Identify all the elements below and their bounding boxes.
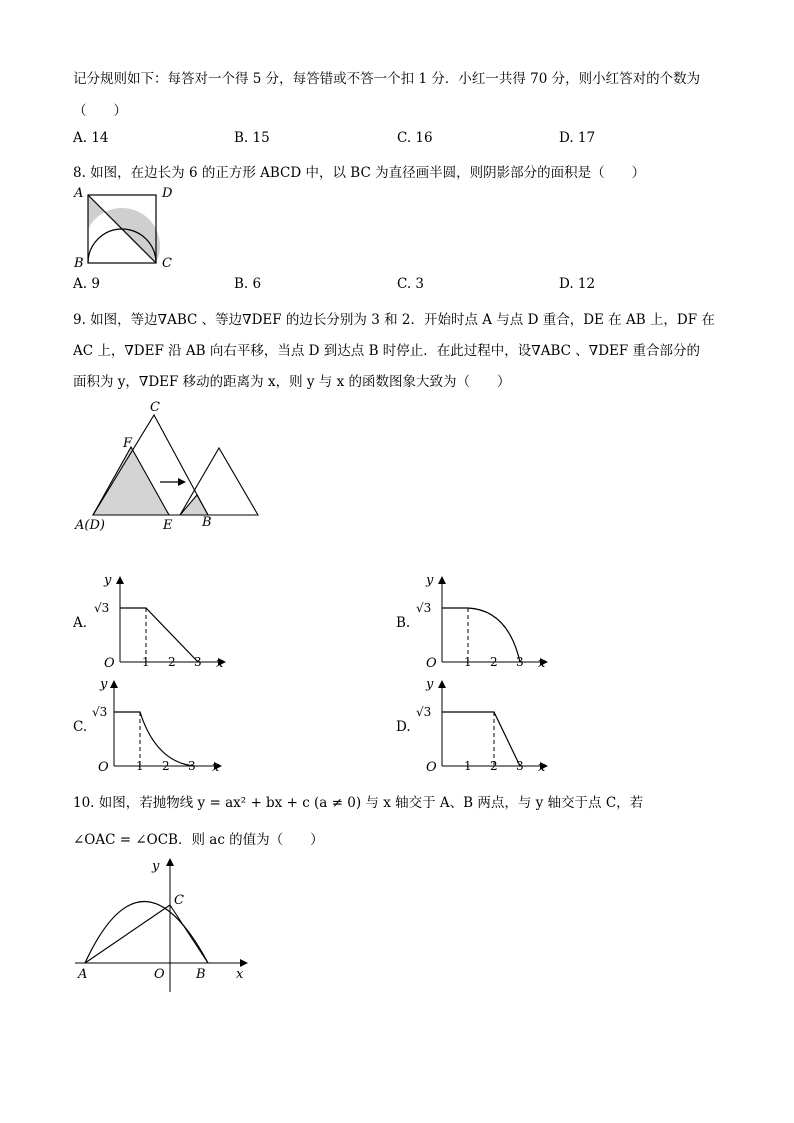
svg-text:x: x bbox=[538, 760, 546, 775]
svg-text:y: y bbox=[100, 677, 108, 692]
q9-arrow-head bbox=[178, 478, 186, 486]
svg-text:1: 1 bbox=[464, 655, 472, 669]
svg-text:3: 3 bbox=[194, 655, 202, 669]
q9-graph-d-curve bbox=[442, 712, 520, 766]
q9-graph-a-letter: A. bbox=[73, 615, 88, 631]
svg-text:2: 2 bbox=[490, 759, 498, 773]
svg-text:y: y bbox=[426, 573, 434, 588]
q10-label-y: y bbox=[152, 859, 160, 874]
svg-text:√3: √3 bbox=[416, 601, 432, 615]
q10-label-a: A bbox=[78, 967, 88, 982]
q8-label-c: C bbox=[162, 256, 172, 271]
q10-parabola bbox=[85, 902, 208, 964]
q9-graph-c-letter: C. bbox=[73, 719, 88, 735]
svg-text:1: 1 bbox=[136, 759, 144, 773]
q9-graph-d-letter: D. bbox=[396, 719, 411, 735]
svg-text:2: 2 bbox=[168, 655, 176, 669]
q9-triangle-def-shaded bbox=[93, 447, 169, 515]
q7-paren: （ ） bbox=[73, 103, 127, 119]
q9-label-f: F bbox=[123, 436, 133, 451]
q10-line2: ∠OAC = ∠OCB．则 ac 的值为（ ） bbox=[73, 832, 324, 848]
q10-label-o: O bbox=[154, 967, 165, 982]
svg-text:1: 1 bbox=[142, 655, 150, 669]
q10-parabola-figure bbox=[70, 850, 260, 1000]
svg-text:3: 3 bbox=[188, 759, 196, 773]
q8-label-b: B bbox=[74, 256, 84, 271]
q9-graph-c-curve bbox=[114, 712, 194, 766]
q9-triangle-figure bbox=[70, 395, 270, 535]
q8-figure bbox=[70, 185, 180, 270]
q9-graph-b bbox=[414, 570, 554, 675]
svg-text:x: x bbox=[216, 656, 224, 671]
q9-label-e: E bbox=[163, 518, 173, 533]
q9-overlap-shaded bbox=[180, 495, 208, 515]
svg-text:O: O bbox=[426, 656, 437, 671]
q10-segment-ac bbox=[85, 905, 170, 963]
svg-text:O: O bbox=[104, 656, 115, 671]
q9-graph-a-curve bbox=[120, 608, 198, 662]
q8-label-d: D bbox=[162, 186, 173, 201]
q8-text: 8. 如图，在边长为 6 的正方形 ABCD 中，以 BC 为直径画半圆，则阴影部分的面积是（ ） bbox=[73, 165, 646, 181]
q9-label-ad: A(D) bbox=[75, 518, 105, 533]
q9-graph-b-curve bbox=[442, 608, 520, 662]
svg-text:x: x bbox=[538, 656, 546, 671]
q10-line1: 10. 如图，若抛物线 y = ax² + bx + c (a ≠ 0) 与 x 轴交于 A、B 两点，与 y 轴交于点 C，若 bbox=[73, 795, 644, 811]
q7-option-c: C. 16 bbox=[397, 130, 433, 146]
q9-line2: AC 上，∇DEF 沿 AB 向右平移，当点 D 到达点 B 时停止．在此过程中，设∇ABC 、∇DEF 重合部分的 bbox=[73, 343, 701, 359]
svg-text:2: 2 bbox=[490, 655, 498, 669]
svg-text:2: 2 bbox=[162, 759, 170, 773]
q9-graph-c bbox=[92, 674, 232, 779]
q9-label-b: B bbox=[202, 515, 212, 530]
q8-option-b: B. 6 bbox=[234, 276, 262, 292]
svg-text:√3: √3 bbox=[92, 705, 108, 719]
q7-option-d: D. 17 bbox=[559, 130, 596, 146]
svg-text:1: 1 bbox=[464, 759, 472, 773]
q9-label-c: C bbox=[150, 400, 160, 415]
q7-option-a: A. 14 bbox=[73, 130, 109, 146]
q10-label-c: C bbox=[174, 893, 184, 908]
svg-text:O: O bbox=[98, 760, 109, 775]
q9-graph-b-letter: B. bbox=[396, 615, 411, 631]
q8-label-a: A bbox=[74, 186, 84, 201]
q10-label-x: x bbox=[236, 967, 244, 982]
svg-text:y: y bbox=[104, 573, 112, 588]
q7-option-b: B. 15 bbox=[234, 130, 270, 146]
svg-text:3: 3 bbox=[516, 759, 524, 773]
svg-text:3: 3 bbox=[516, 655, 524, 669]
q10-segment-cb bbox=[170, 905, 208, 963]
q8-option-c: C. 3 bbox=[397, 276, 425, 292]
q8-option-d: D. 12 bbox=[559, 276, 596, 292]
svg-text:O: O bbox=[426, 760, 437, 775]
q8-option-a: A. 9 bbox=[73, 276, 100, 292]
q7-text: 记分规则如下：每答对一个得 5 分，每答错或不答一个扣 1 分．小红一共得 70 分，则小红答对的个数为 bbox=[73, 71, 701, 87]
q9-graph-d bbox=[414, 674, 554, 779]
svg-text:√3: √3 bbox=[416, 705, 432, 719]
svg-text:y: y bbox=[426, 677, 434, 692]
q9-graph-a bbox=[92, 570, 232, 675]
svg-text:x: x bbox=[212, 760, 220, 775]
q10-label-b: B bbox=[196, 967, 206, 982]
svg-text:√3: √3 bbox=[94, 601, 110, 615]
q9-line1: 9. 如图，等边∇ABC 、等边∇DEF 的边长分别为 3 和 2．开始时点 A 与点 D 重合，DE 在 AB 上，DF 在 bbox=[73, 312, 715, 328]
q9-line3: 面积为 y，∇DEF 移动的距离为 x，则 y 与 x 的函数图象大致为（ ） bbox=[73, 374, 511, 390]
